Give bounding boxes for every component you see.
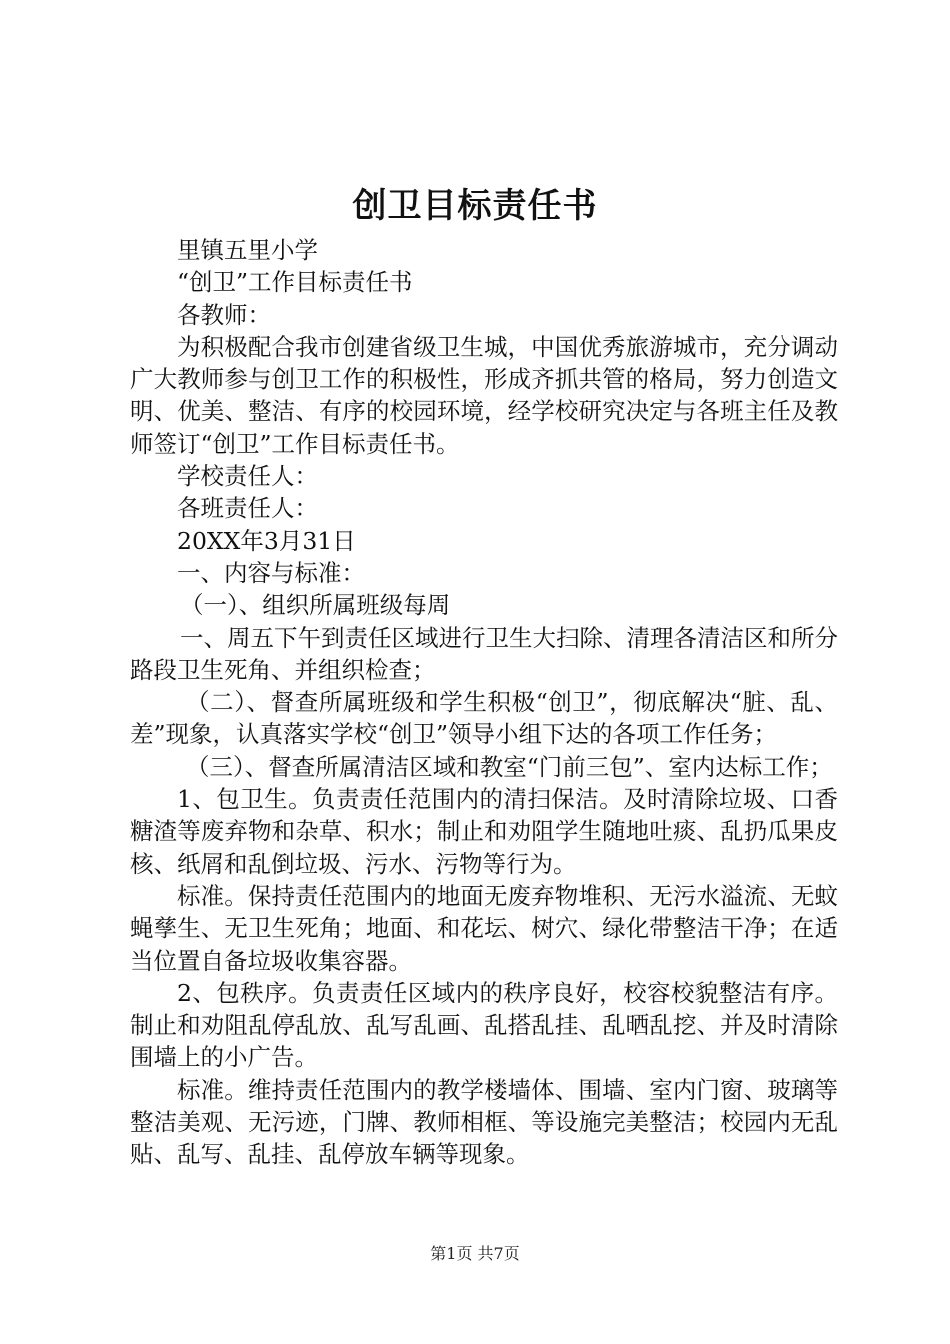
intro-paragraph: 为积极配合我市创建省级卫生城，中国优秀旅游城市，充分调动广大教师参与创卫工作的积极性，形成齐抓共管的格局，努力创造文明、优美、整洁、有序的校园环境，经学校研究决定与各班主任及教师签订“创卫”工作目标责任书。 — [130, 332, 838, 458]
school-responsible-line: 学校责任人： — [177, 462, 318, 491]
item-1-body: 一、周五下午到责任区域进行卫生大扫除、清理各清洁区和所分路段卫生死角、并组织检查； — [130, 623, 838, 684]
document-body — [130, 234, 838, 1171]
item-3: （三）、督查所属清洁区域和教室“门前三包”、室内达标工作； — [186, 752, 833, 781]
order-paragraph: 2、包秩序。负责责任区域内的秩序良好，校容校貌整洁有序。制止和劝阻乱停乱放、乱写乱画、乱搭乱挂、乱晒乱挖、并及时清除围墙上的小广告。 — [130, 978, 838, 1072]
order-standard: 标准。维持责任范围内的教学楼墙体、围墙、室内门窗、玻璃等整洁美观、无污迹，门牌、教师相框、等设施完美整洁；校园内无乱贴、乱写、乱挂、乱停放车辆等现象。 — [130, 1075, 838, 1169]
hygiene-paragraph: 1、包卫生。负责责任范围内的清扫保洁。及时清除垃圾、口香糖渣等废弃物和杂草、积水；制止和劝阻学生随地吐痰、乱扔瓜果皮核、纸屑和乱倒垃圾、污水、污物等行为。 — [130, 785, 838, 878]
date-line: 20XX年3月31日 — [177, 526, 356, 555]
page-title: 创卫目标责任书 — [352, 186, 598, 226]
section-heading: 一、内容与标准： — [177, 558, 365, 587]
school-name: 里镇五里小学 — [177, 236, 318, 264]
document-subtitle: “创卫”工作目标责任书 — [177, 268, 413, 297]
page-footer: 第1页 共7页 — [430, 1244, 520, 1263]
hygiene-standard: 标准。保持责任范围内的地面无废弃物堆积、无污水溢流、无蚊蝇孳生、无卫生死角；地面、和花坛、树穴、绿化带整洁干净；在适当位置自备垃圾收集容器。 — [130, 881, 838, 975]
item-1-heading: （一）、组织所属班级每周 — [180, 591, 451, 620]
item-2: （二）、督查所属班级和学生积极“创卫”，彻底解决“脏、乱、差”现象，认真落实学校“创卫”领导小组下达的各项工作任务； — [130, 688, 838, 749]
class-responsible-line: 各班责任人： — [177, 494, 318, 523]
salutation: 各教师： — [177, 300, 271, 329]
